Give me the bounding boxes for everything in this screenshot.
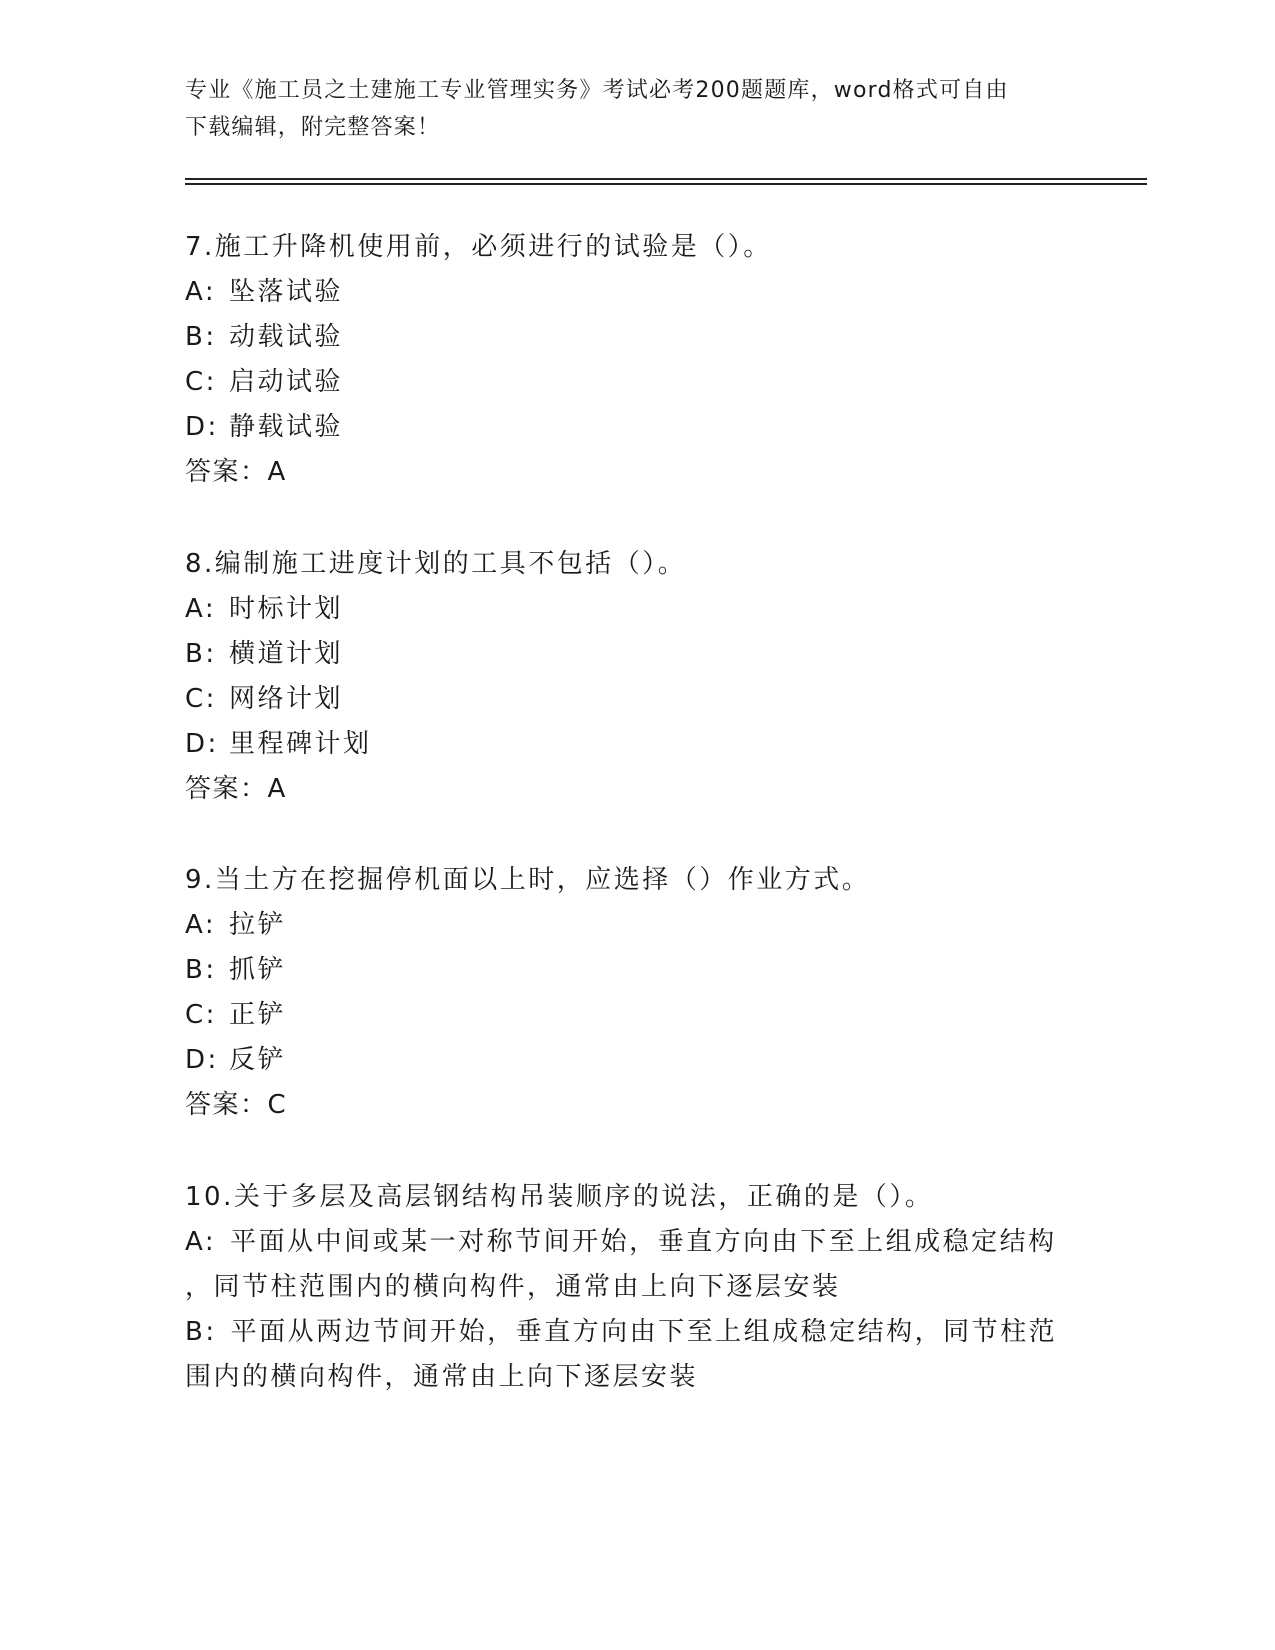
- option-text: 横道计划: [229, 639, 344, 669]
- header-divider-top: [185, 178, 1147, 180]
- option-d: [185, 1038, 1085, 1083]
- answer-line: [185, 767, 1085, 812]
- option-text: 坠落试验: [229, 277, 344, 307]
- question-stem: 8.编制施工进度计划的工具不包括（）。: [185, 549, 687, 579]
- option-c: [185, 677, 1085, 722]
- option-a: [185, 903, 1085, 948]
- option-key: D:: [185, 412, 219, 442]
- option-text: 平面从两边节间开始，垂直方向由下至上组成稳定结构，同节柱范: [230, 1317, 1058, 1347]
- header-divider-bottom: [185, 183, 1147, 185]
- option-a-continued: ，同节柱范围内的横向构件，通常由上向下逐层安装: [185, 1272, 841, 1302]
- option-a: [185, 587, 1085, 632]
- option-b: [185, 1310, 1085, 1355]
- option-b-continued: 围内的横向构件，通常由上向下逐层安装: [185, 1362, 699, 1392]
- option-text: 启动试验: [229, 367, 344, 397]
- option-text: 反铲: [229, 1045, 287, 1075]
- answer-label: 答案：: [185, 457, 268, 487]
- option-b: [185, 315, 1085, 360]
- question-8: [185, 542, 1085, 812]
- option-key: D:: [185, 1045, 219, 1075]
- option-a: [185, 270, 1085, 315]
- option-key: B:: [185, 322, 217, 352]
- document-header: [185, 72, 1085, 146]
- answer-value: A: [267, 457, 287, 487]
- option-text: 抓铲: [229, 955, 287, 985]
- answer-label: 答案：: [185, 1090, 268, 1120]
- option-b: [185, 948, 1085, 993]
- option-text: 正铲: [229, 1000, 287, 1030]
- option-text: 静载试验: [229, 412, 344, 442]
- option-text: 时标计划: [229, 594, 344, 624]
- option-key: C:: [185, 684, 217, 714]
- option-b: [185, 632, 1085, 677]
- option-c: [185, 360, 1085, 405]
- header-line-1: 专业《施工员之土建施工专业管理实务》考试必考200题题库，word格式可自由: [185, 78, 1009, 103]
- option-key: B:: [185, 1317, 217, 1347]
- option-key: D:: [185, 729, 219, 759]
- option-key: A:: [185, 594, 217, 624]
- option-a: [185, 1220, 1085, 1265]
- option-key: A:: [185, 910, 217, 940]
- question-stem: 7.施工升降机使用前，必须进行的试验是（）。: [185, 232, 772, 262]
- option-d: [185, 405, 1085, 450]
- option-text: 动载试验: [229, 322, 344, 352]
- option-text: 平面从中间或某一对称节间开始，垂直方向由下至上组成稳定结构: [230, 1227, 1057, 1257]
- option-d: [185, 722, 1085, 767]
- question-stem: 9.当土方在挖掘停机面以上时，应选择（）作业方式。: [185, 865, 871, 895]
- answer-line: [185, 1083, 1085, 1128]
- answer-value: A: [267, 774, 287, 804]
- option-text: 里程碑计划: [229, 729, 372, 759]
- option-text: 网络计划: [229, 684, 344, 714]
- question-7: [185, 225, 1085, 495]
- answer-label: 答案：: [185, 774, 268, 804]
- answer-value: C: [267, 1090, 288, 1120]
- option-key: C:: [185, 1000, 217, 1030]
- answer-line: [185, 450, 1085, 495]
- header-line-2: 下载编辑，附完整答案！: [185, 115, 441, 140]
- option-key: B:: [185, 955, 217, 985]
- option-text: 拉铲: [229, 910, 287, 940]
- option-key: A:: [185, 277, 217, 307]
- question-stem: 10.关于多层及高层钢结构吊装顺序的说法，正确的是（）。: [185, 1182, 934, 1212]
- option-key: B:: [185, 639, 217, 669]
- option-key: A:: [185, 1227, 217, 1257]
- option-c: [185, 993, 1085, 1038]
- option-key: C:: [185, 367, 217, 397]
- question-10: [185, 1175, 1085, 1400]
- question-9: [185, 858, 1085, 1128]
